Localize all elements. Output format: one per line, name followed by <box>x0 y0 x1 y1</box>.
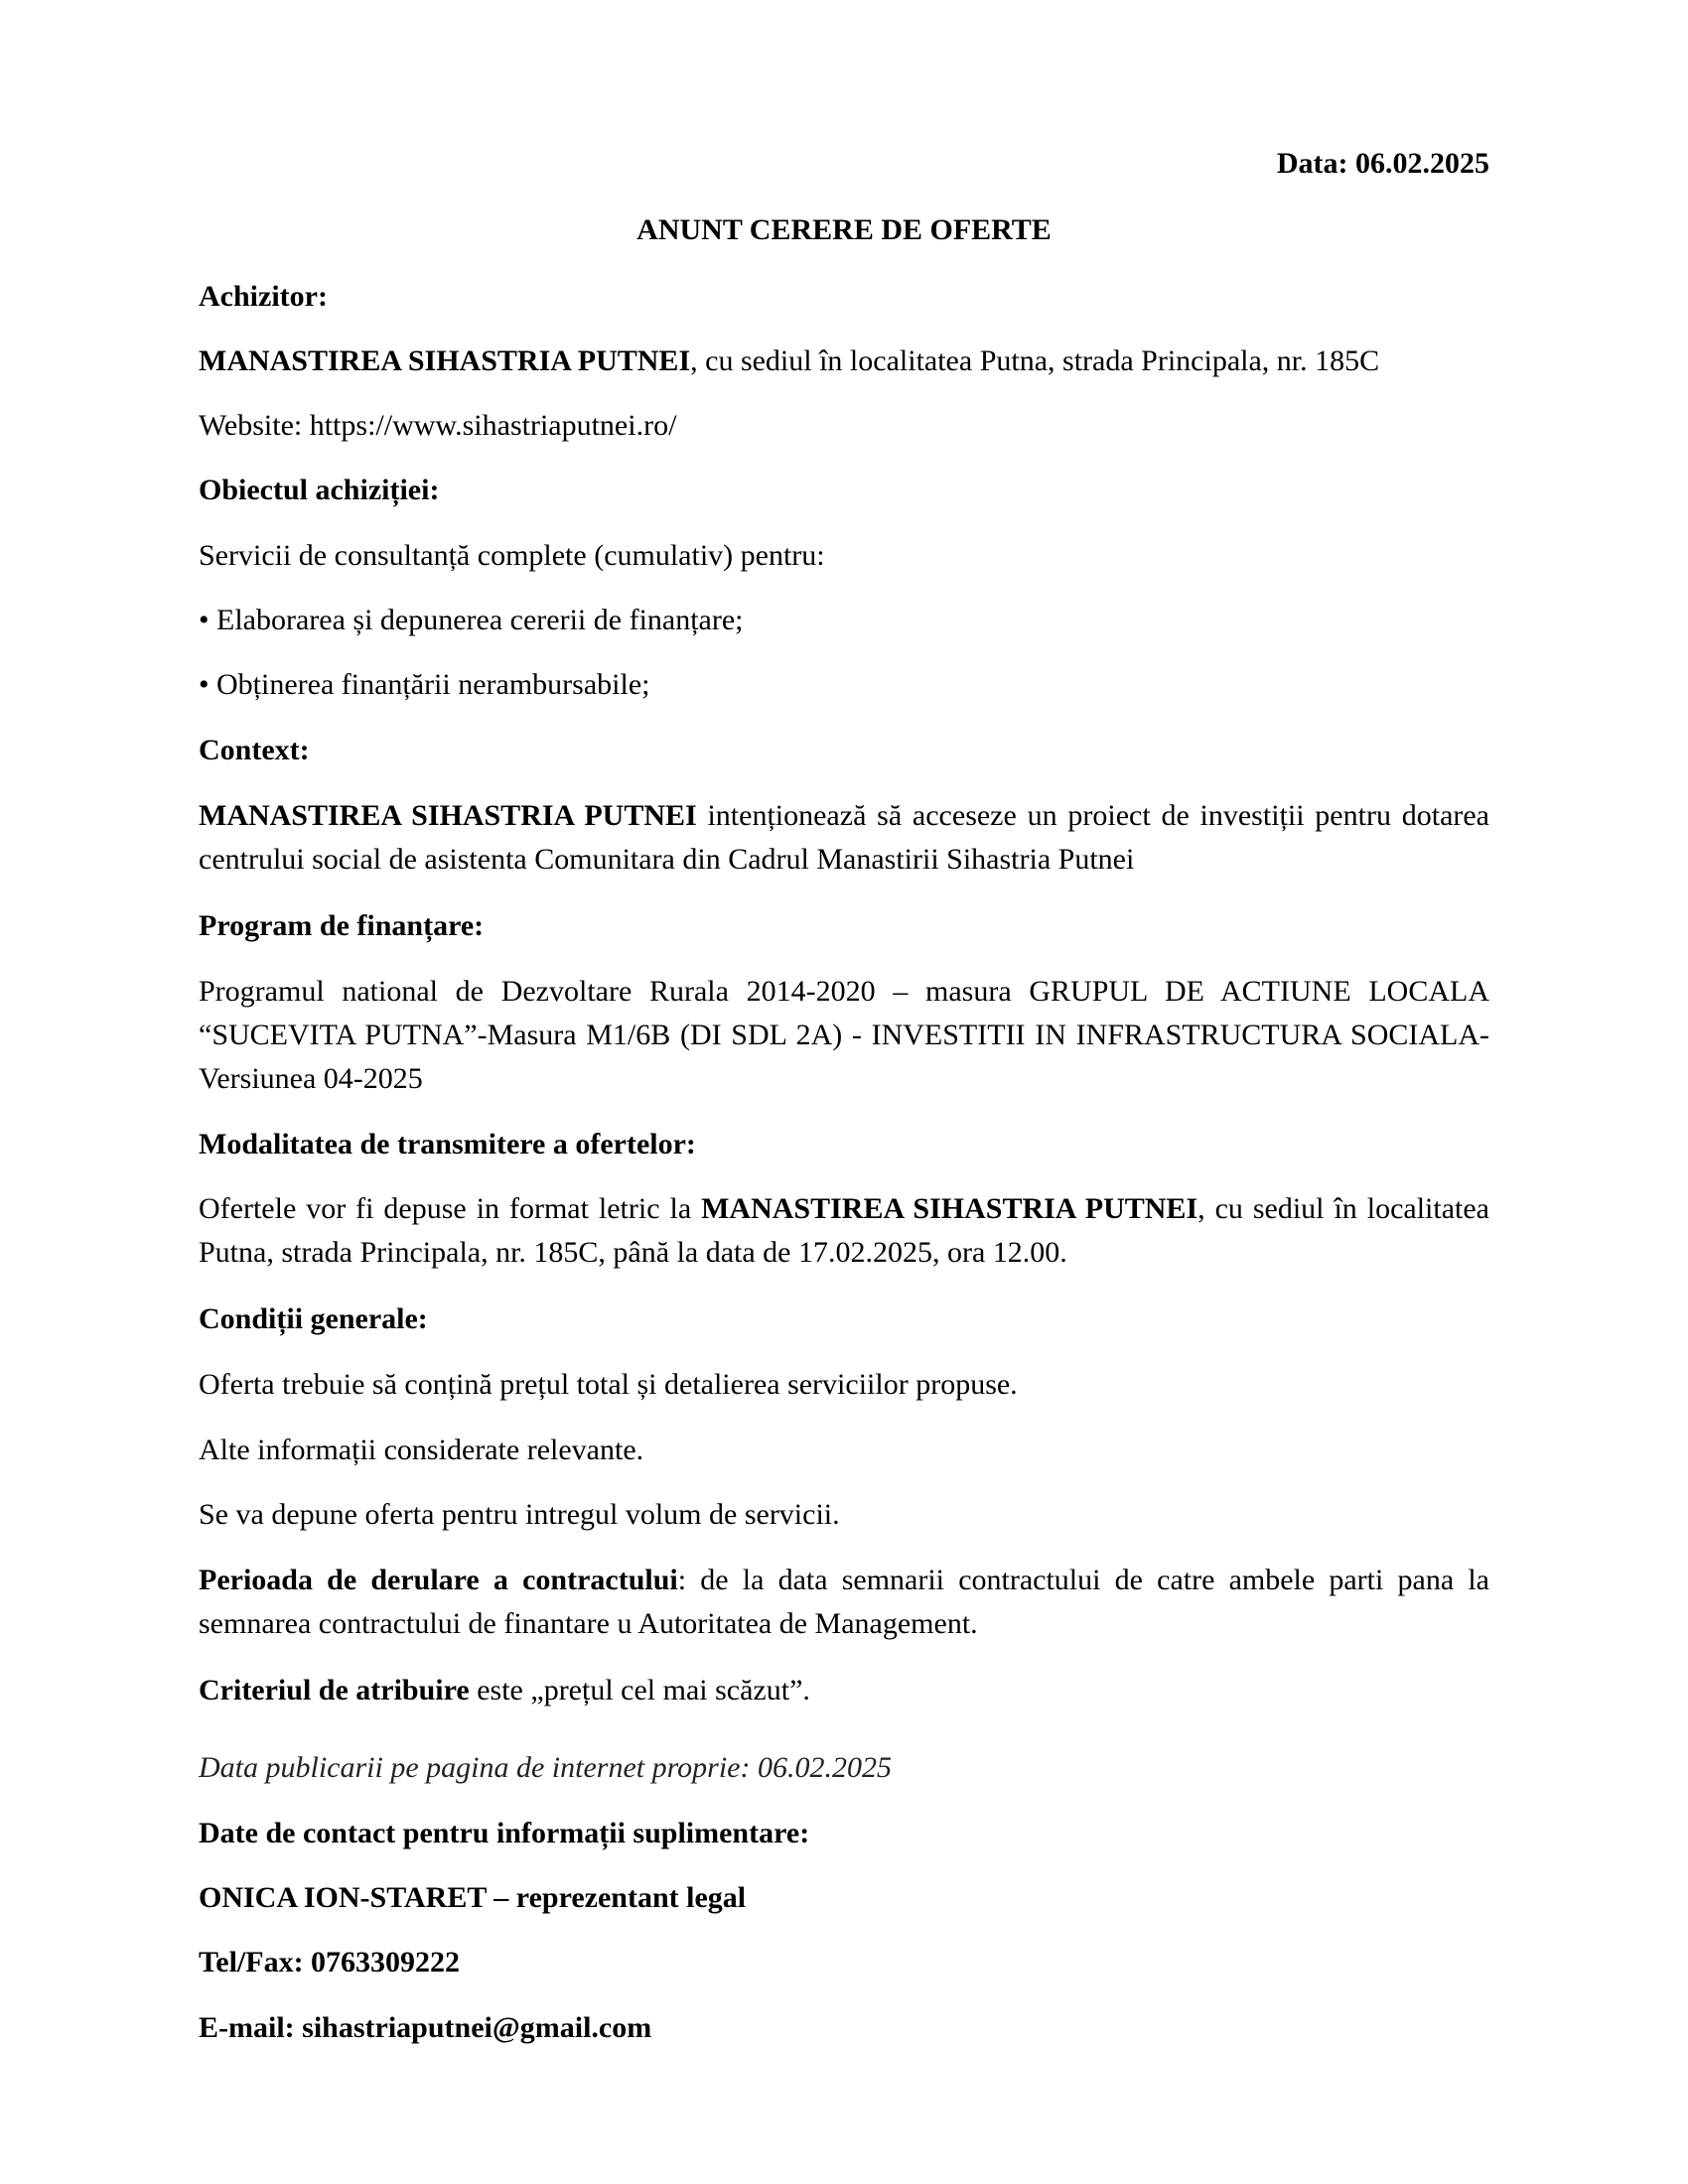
conditii-line: Se va depune oferta pentru intregul volum de servicii. <box>199 1498 840 1531</box>
website-line: Website: https://www.sihastriaputnei.ro/ <box>199 409 677 442</box>
modalitate-text-after: , cu sediul în localitatea Putna, strada Principala, nr. 185C, până la data de 17.02.2025, ora 12.00. <box>199 1192 1489 1269</box>
obiect-heading: Obiectul achiziției: <box>199 474 440 506</box>
criteriu-text: este „prețul cel mai scăzut”. <box>469 1674 810 1706</box>
contact-email: E-mail: sihastriaputnei@gmail.com <box>199 2011 652 2044</box>
context-text: intenționează să acceseze un proiect de investiții pentru dotarea centrului social de asistenta Comunitara din Cadrul Manastirii Sihastria Putnei <box>199 799 1490 876</box>
document-date: Data: 06.02.2025 <box>1276 147 1489 180</box>
contact-person: ONICA ION-STARET – reprezentant legal <box>199 1881 747 1914</box>
conditii-heading: Condiții generale: <box>199 1302 428 1335</box>
obiect-item: • Obținerea finanțării nerambursabile; <box>199 668 650 701</box>
achizitor-heading: Achizitor: <box>199 280 328 313</box>
modalitate-heading: Modalitatea de transmitere a ofertelor: <box>199 1128 696 1160</box>
program-heading: Program de finanțare: <box>199 909 485 942</box>
conditii-line: Alte informații considerate relevante. <box>199 1433 644 1466</box>
modalitate-text-before: Ofertele vor fi depuse in format letric la <box>199 1192 702 1225</box>
criteriu-label: Criteriul de atribuire <box>199 1674 470 1706</box>
modalitate-paragraph <box>199 1187 1489 1275</box>
context-heading: Context: <box>199 734 310 766</box>
document-page <box>199 0 1489 2184</box>
context-paragraph <box>199 794 1489 882</box>
contact-phone: Tel/Fax: 0763309222 <box>199 1946 461 1979</box>
achizitor-name: MANASTIREA SIHASTRIA PUTNEI <box>199 344 691 377</box>
achizitor-line <box>199 340 1489 383</box>
program-paragraph: Programul national de Dezvoltare Rurala 2014-2020 – masura GRUPUL DE ACTIUNE LOCALA “SUCEVITA PUTNA”-Masura M1/6B (DI SDL 2A) - INVESTITII IN INFRASTRUCTURA SOCIALA-Versiunea 04-2025 <box>199 975 1489 1095</box>
contact-heading: Date de contact pentru informații suplimentare: <box>199 1817 810 1849</box>
conditii-line: Oferta trebuie să conțină prețul total și detalierea serviciilor propuse. <box>199 1368 1018 1401</box>
obiect-intro: Servicii de consultanță complete (cumulativ) pentru: <box>199 539 825 572</box>
criteriu-line <box>199 1669 1489 1712</box>
perioada-paragraph <box>199 1559 1489 1646</box>
document-title: ANUNT CERERE DE OFERTE <box>636 213 1052 246</box>
modalitate-name: MANASTIREA SIHASTRIA PUTNEI <box>701 1192 1198 1225</box>
achizitor-address: , cu sediul în localitatea Putna, strada Principala, nr. 185C <box>690 344 1380 377</box>
perioada-label: Perioada de derulare a contractului <box>199 1564 678 1596</box>
perioada-text: : de la data semnarii contractului de catre ambele parti pana la semnarea contractului de finantare u Autoritatea de Management. <box>199 1564 1489 1640</box>
obiect-item: • Elaborarea și depunerea cererii de finanțare; <box>199 604 744 636</box>
context-name: MANASTIREA SIHASTRIA PUTNEI <box>199 799 697 832</box>
publicare-line: Data publicarii pe pagina de internet proprie: 06.02.2025 <box>199 1751 892 1784</box>
